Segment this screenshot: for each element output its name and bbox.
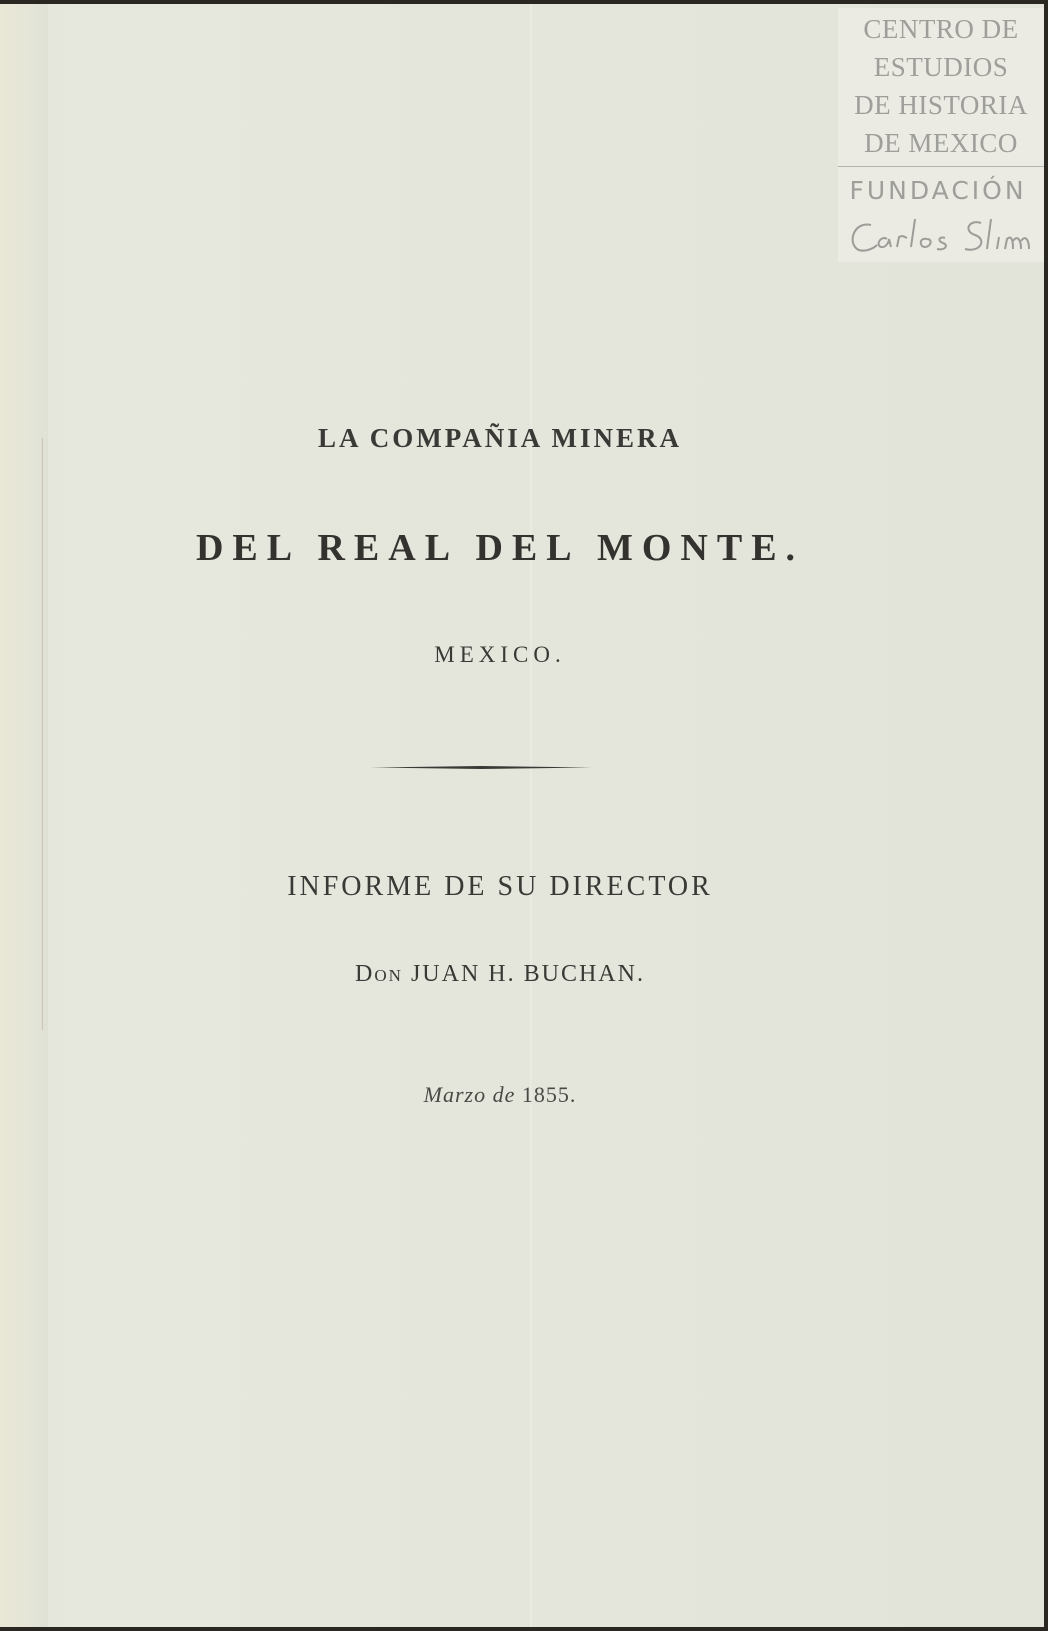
stamp-foundation: FUNDACIÓN [849, 176, 1027, 205]
stamp-line-1: CENTRO DE [863, 14, 1019, 44]
author-name: JUAN H. BUCHAN. [410, 961, 645, 987]
report-author-line [0, 961, 1000, 988]
page-fold [530, 4, 532, 1627]
stamp-divider [838, 166, 1044, 167]
date-month: Marzo de [423, 1082, 516, 1107]
date-year: 1855. [521, 1082, 577, 1107]
archive-stamp [838, 8, 1044, 262]
stamp-line-2: ESTUDIOS [873, 52, 1009, 82]
report-date-line [0, 1082, 1000, 1108]
title-line-1: LA COMPAÑIA MINERA [318, 423, 682, 453]
title-divider [370, 766, 592, 769]
report-heading: INFORME DE SU DIRECTOR [287, 871, 713, 902]
stamp-line-3: DE HISTORIA [854, 90, 1028, 120]
author-honorific: Don [355, 961, 403, 987]
title-line-2: DEL REAL DEL MONTE. [195, 527, 805, 569]
signature-graphic [841, 211, 1041, 261]
stamp-line-4: DE MEXICO [864, 128, 1018, 158]
document-page [0, 4, 1044, 1627]
stamp-signature [838, 211, 1044, 266]
title-line-3: MEXICO. [434, 642, 566, 667]
